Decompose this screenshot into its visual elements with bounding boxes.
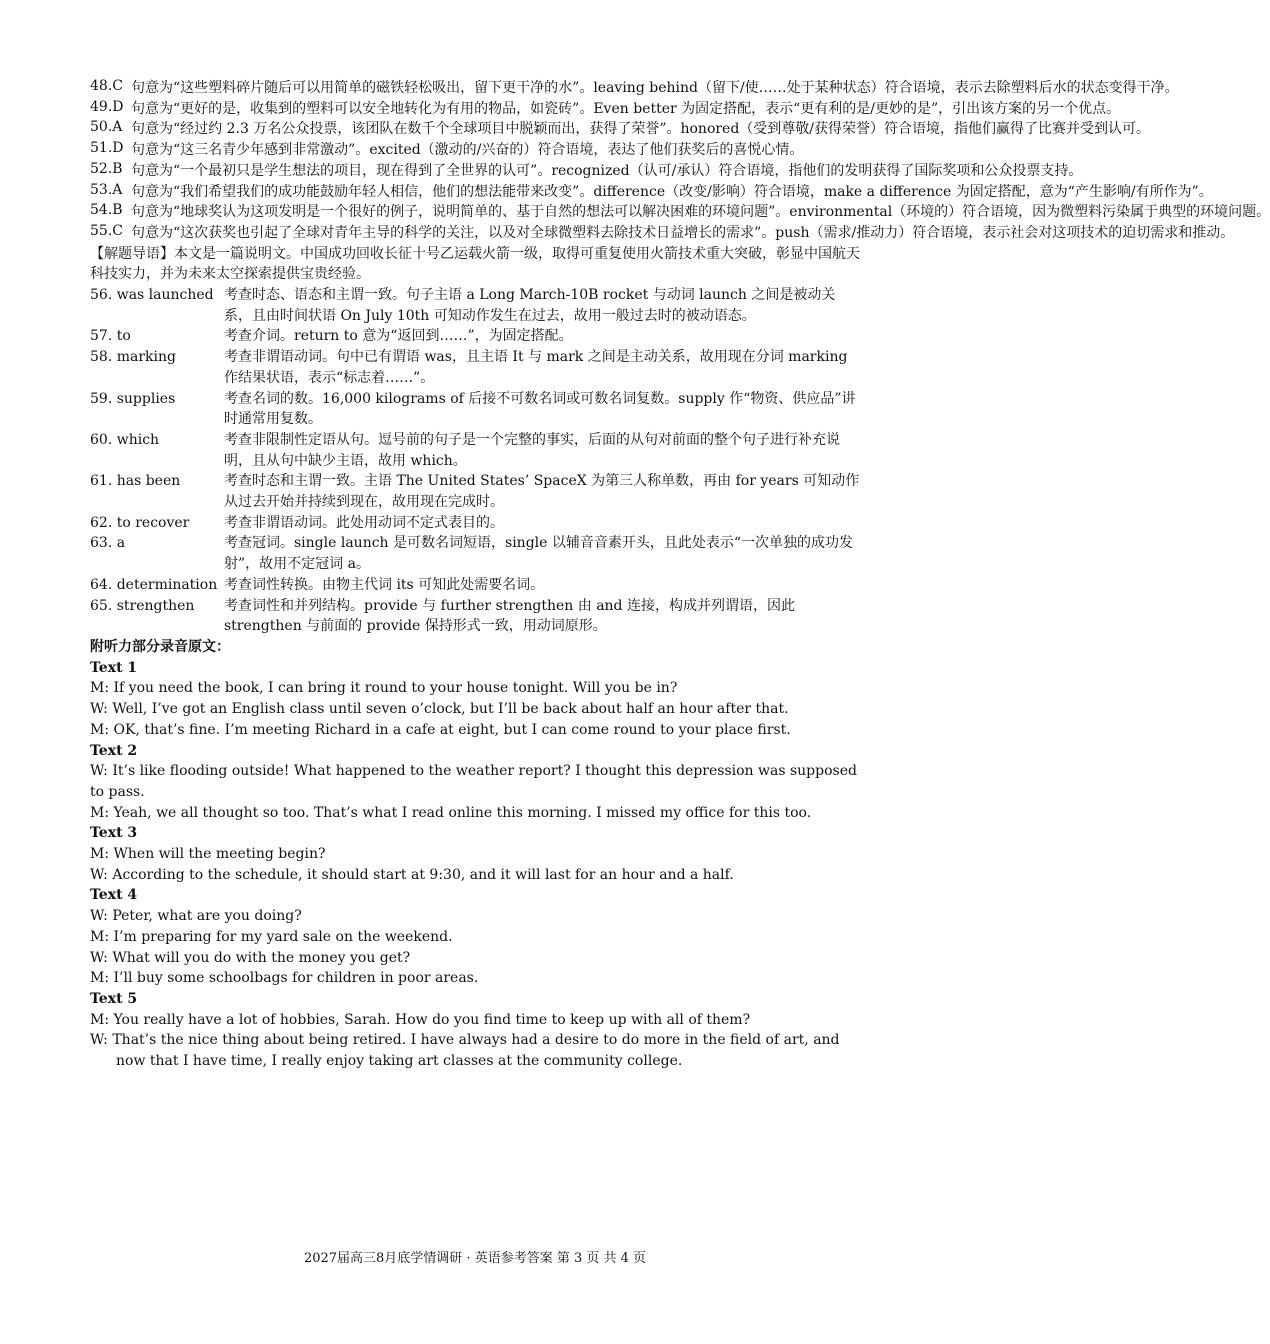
fill-item [90, 596, 860, 637]
dialogue-line: W: According to the schedule, it should start at 9:30, and it will last for an hour and a half. [90, 866, 734, 883]
dialogue-line: M: Yeah, we all thought so too. That’s what I read online this morning. I missed my office for this too. [90, 804, 812, 821]
answer-explanation: 句意为“这三名青少年感到非常激动”。excited（激动的/兴奋的）符合语境，表达了他们获奖后的喜悦心情。 [131, 142, 804, 159]
fill-explanation: 考查非限制性定语从句。逗号前的句子是一个完整的事实，后面的从句对前面的整个句子进行补充说明，且从句中缺少主语，故用 which。 [224, 431, 840, 469]
fill-explanation: 考查时态和主谓一致。主语 The United States’ SpaceX 为第三人称单数，再由 for years 可知动作从过去开始并持续到现在，故用现在完成时。 [224, 473, 860, 511]
fill-item [90, 389, 860, 430]
answer-number: 48.C [90, 78, 123, 94]
answer-explanation: 句意为“一个最初只是学生想法的项目，现在得到了全世界的认可”。recognized（认可/承认）符合语境，指他们的发明获得了国际奖项和公众投票支持。 [131, 162, 1083, 179]
fill-item [90, 347, 860, 388]
fill-explanation: 考查词性转换。由物主代词 its 可知此处需要名词。 [224, 576, 545, 593]
text-title: Text 2 [90, 742, 138, 759]
dialogue-line: M: I’m preparing for my yard sale on the weekend. [90, 928, 453, 945]
answer-explanation: 句意为“我们希望我们的成功能鼓励年轻人相信，他们的想法能带来改变”。difference（改变/影响）符合语境，make a difference 为固定搭配，意为“产生影响/有所作为”。 [131, 183, 1213, 200]
answer-number: 52.B [90, 160, 123, 177]
answer-item [90, 160, 1083, 182]
answer-item [90, 119, 1151, 140]
fill-answer: 59. supplies [90, 390, 176, 407]
fill-item [90, 430, 860, 471]
fill-explanation: 考查名词的数。16,000 kilograms of 后接不可数名词或可数名词复数。supply 作“物资、供应品”讲时通常用复数。 [224, 390, 856, 428]
text-title: Text 3 [90, 825, 138, 842]
fill-item [90, 326, 860, 347]
fill-item [90, 471, 860, 512]
transcript-heading: 附听力部分录音原文： [90, 638, 230, 655]
answer-number: 50.A [90, 119, 123, 136]
answer-explanation: 句意为“更好的是，收集到的塑料可以安全地转化为有用的物品，如瓷砖”。Even better 为固定搭配，表示“更有利的是/更妙的是”，引出该方案的另一个优点。 [131, 100, 1121, 117]
fill-answer: 62. to recover [90, 514, 190, 531]
answer-item [90, 98, 1121, 120]
listening-transcript [90, 637, 860, 1072]
fill-explanation: 考查冠词。single launch 是可数名词短语，single 以辅音音素开头，且此处表示“一次单独的成功发射”，故用不定冠词 a。 [224, 535, 854, 573]
dialogue-line: M: You really have a lot of hobbies, Sarah. How do you find time to keep up with all of them? [90, 1011, 751, 1028]
dialogue-line: M: I’ll buy some schoolbags for children in poor areas. [90, 970, 479, 987]
passage-guide: 【解题导语】本文是一篇说明文。中国成功回收长征十号乙运载火箭一级，取得可重复使用火箭技术重大突破，彰显中国航天科技实力，并为未来太空探索提供宝贵经验。 [90, 245, 860, 283]
dialogue-line: M: When will the meeting begin? [90, 846, 326, 863]
fill-answer: 58. marking [90, 349, 176, 366]
fill-answer: 64. determination [90, 576, 218, 593]
text-title: Text 5 [90, 990, 138, 1007]
answer-number: 54.B [90, 202, 123, 219]
text-title: Text 1 [90, 659, 138, 676]
answer-explanation: 句意为“经过约 2.3 万名公众投票，该团队在数千个全球项目中脱颖而出，获得了荣誉”。honored（受到尊敬/获得荣誉）符合语境，指他们赢得了比赛并受到认可。 [131, 121, 1151, 138]
answer-item [90, 78, 1179, 99]
cloze-answers [90, 78, 1270, 244]
dialogue-line: W: That’s the nice thing about being retired. I have always had a desire to do more in the field of art, and now that I have time, I really enjoy taking art classes at the community college. [90, 1032, 840, 1070]
answer-number: 53.A [90, 181, 123, 198]
fill-answer: 57. to [90, 328, 131, 345]
fill-answer: 60. which [90, 431, 160, 448]
fill-answer: 61. has been [90, 473, 181, 490]
answer-number: 55.C [90, 222, 123, 239]
text-title: Text 4 [90, 887, 138, 904]
fill-answer: 63. a [90, 535, 126, 552]
dialogue-line: M: If you need the book, I can bring it round to your house tonight. Will you be in? [90, 680, 678, 697]
answer-explanation: 句意为“这些塑料碎片随后可以用简单的磁铁轻松吸出，留下更干净的水”。leaving behind（留下/使……处于某种状态）符合语境，表示去除塑料后水的状态变得干净。 [131, 80, 1179, 96]
fill-item [90, 575, 860, 596]
page-footer: 2027届高三8月底学情调研 · 英语参考答案 第 3 页 共 4 页 [303, 1251, 647, 1266]
answer-page [90, 78, 1270, 1072]
grammar-fill-answers [90, 285, 860, 637]
fill-item [90, 285, 860, 326]
fill-explanation: 考查非谓语动词。句中已有谓语 was，且主语 It 与 mark 之间是主动关系，故用现在分词 marking 作结果状语，表示“标志着……”。 [224, 349, 848, 386]
fill-explanation: 考查词性和并列结构。provide 与 further strengthen 由 and 连接，构成并列谓语，因此 strengthen 与前面的 provide 保持形式一致，用动词原形。 [224, 597, 795, 635]
dialogue-line: W: It’s like flooding outside! What happened to the weather report? I thought this depression was supposed to pass. [90, 763, 857, 800]
dialogue-line: W: What will you do with the money you get? [90, 949, 411, 966]
answer-item [90, 140, 860, 161]
dialogue-line: M: OK, that’s fine. I’m meeting Richard in a cafe at eight, but I can come round to your place first. [90, 721, 791, 738]
fill-item [90, 513, 860, 534]
answer-explanation: 句意为“这次获奖也引起了全球对青年主导的科学的关注，以及对全球微塑料去除技术日益增长的需求”。push（需求/推动力）符合语境，表示社会对这项技术的迫切需求和推动。 [131, 224, 1235, 241]
answer-number: 51.D [90, 140, 124, 157]
dialogue-line: W: Well, I’ve got an English class until seven o’clock, but I’ll be back about half an hour after that. [90, 701, 789, 718]
fill-item [90, 533, 860, 574]
fill-answer: 56. was launched [90, 287, 214, 304]
answer-item [90, 181, 1213, 203]
fill-explanation: 考查非谓语动词。此处用动词不定式表目的。 [224, 514, 504, 531]
answer-item [90, 202, 1270, 223]
fill-answer: 65. strengthen [90, 597, 195, 614]
dialogue-line: W: Peter, what are you doing? [90, 908, 302, 925]
fill-explanation: 考查介词。return to 意为“返回到……”，为固定搭配。 [224, 328, 573, 345]
answer-item [90, 222, 1235, 244]
fill-explanation: 考查时态、语态和主谓一致。句子主语 a Long March-10B rocket 与动词 launch 之间是被动关系，且由时间状语 On July 10th 可知动作发生在过去，故用一般过去时的被动语态。 [224, 287, 836, 324]
answer-number: 49.D [90, 98, 124, 115]
answer-explanation: 句意为“地球奖认为这项发明是一个很好的例子，说明简单的、基于自然的想法可以解决困难的环境问题”。environmental（环境的）符合语境，因为微塑料污染属于典型的环境问题。 [131, 204, 1270, 221]
